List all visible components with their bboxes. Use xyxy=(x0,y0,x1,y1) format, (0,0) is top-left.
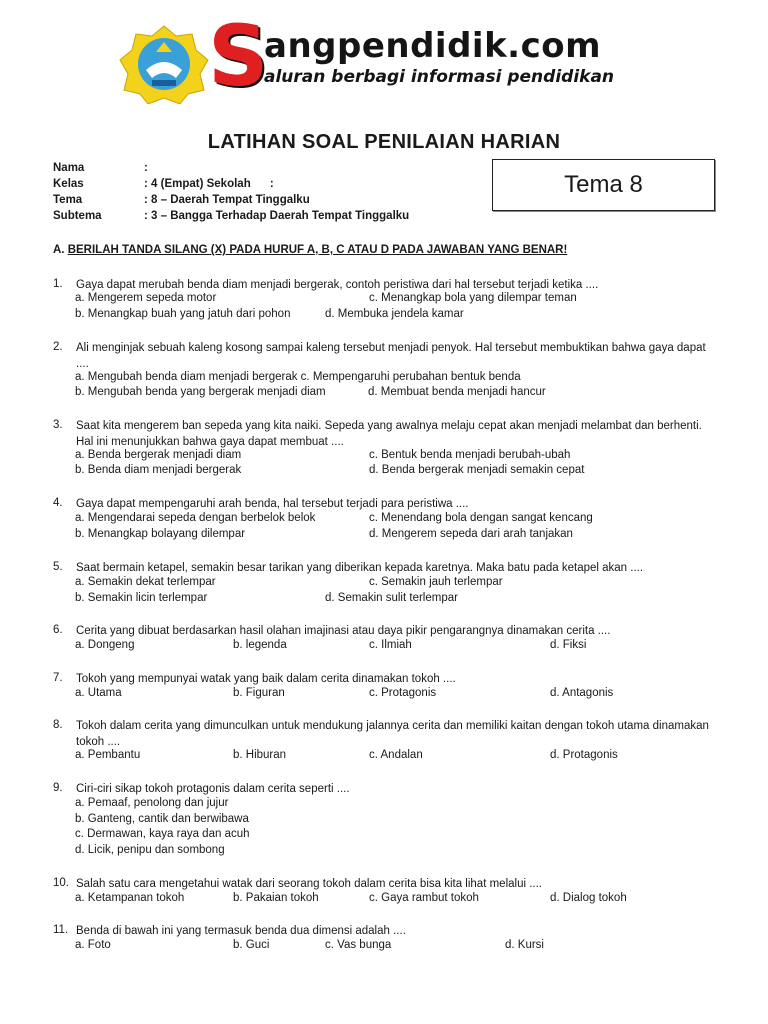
question-9-option-b: b. Ganteng, cantik dan berwibawa xyxy=(75,813,249,825)
header-banner xyxy=(118,7,648,105)
question-9-option-d: d. Licik, penipu dan sombong xyxy=(75,844,225,856)
brand-name: angpendidik.com xyxy=(264,26,602,66)
question-10-option-a: a. Ketampanan tokoh xyxy=(75,892,185,904)
info-label: Subtema xyxy=(53,210,102,222)
theme-box: Tema 8 xyxy=(492,159,715,211)
question-5-option-a: a. Semakin dekat terlempar xyxy=(75,576,216,588)
question-text: Gaya dapat merubah benda diam menjadi bergerak, contoh peristiwa dari hal tersebut terjadi ketika .... xyxy=(76,279,599,291)
page-title: LATIHAN SOAL PENILAIAN HARIAN xyxy=(207,131,561,153)
question-6-option-a: a. Dongeng xyxy=(75,639,135,651)
question-number: 5. xyxy=(53,561,63,573)
section-instruction xyxy=(53,244,567,256)
brand-logo-letter: S xyxy=(208,7,269,105)
question-3-option-b: c. Bentuk benda menjadi berubah-ubah xyxy=(369,449,571,461)
question-text: Ciri-ciri sikap tokoh protagonis dalam cerita seperti .... xyxy=(76,783,350,795)
question-5-option-d: d. Semakin sulit terlempar xyxy=(325,592,458,604)
question-number: 7. xyxy=(53,672,63,684)
question-8-option-c: c. Andalan xyxy=(369,749,423,761)
question-8-option-b: b. Hiburan xyxy=(233,749,287,761)
question-text: Benda di bawah ini yang termasuk benda dua dimensi adalah .... xyxy=(76,925,406,937)
question-number: 9. xyxy=(53,782,63,794)
question-5-option-b: c. Semakin jauh terlempar xyxy=(369,576,503,588)
question-number: 11. xyxy=(53,924,69,936)
question-3-option-a: a. Benda bergerak menjadi diam xyxy=(75,449,242,461)
question-number: 4. xyxy=(53,497,63,509)
question-6-option-d: d. Fiksi xyxy=(550,639,587,651)
question-9-option-c: c. Dermawan, kaya raya dan acuh xyxy=(75,828,250,840)
question-text: Cerita yang dibuat berdasarkan hasil olahan imajinasi atau daya pikir pengarangnya dinamakan cerita .... xyxy=(76,625,611,637)
question-3-option-d: d. Benda bergerak menjadi semakin cepat xyxy=(369,464,585,476)
question-3-option-c: b. Benda diam menjadi bergerak xyxy=(75,464,242,476)
info-value: : xyxy=(144,162,148,174)
question-text: Saat kita mengerem ban sepeda yang kita naiki. Sepeda yang awalnya melaju cepat akan menjadi melambat dan berhenti. Hal ini menunjukkan bahwa gaya dapat membuat .... xyxy=(76,420,702,448)
info-value: : 8 – Daerah Tempat Tinggalku xyxy=(144,194,310,206)
question-7-option-d: d. Antagonis xyxy=(550,687,614,699)
question-4-option-a: a. Mengendarai sepeda dengan berbelok belok xyxy=(75,512,316,524)
question-4-option-c: b. Menangkap bolayang dilempar xyxy=(75,528,246,540)
question-8-option-d: d. Protagonis xyxy=(550,749,618,761)
section-prefix: A. xyxy=(53,244,68,256)
question-10-option-b: b. Pakaian tokoh xyxy=(233,892,319,904)
question-11-option-a: a. Foto xyxy=(75,939,111,951)
question-8-option-a: a. Pembantu xyxy=(75,749,141,761)
question-11-option-c: c. Vas bunga xyxy=(325,939,392,951)
question-2-option-a: a. Mengubah benda diam menjadi bergerak c. Mempengaruhi perubahan bentuk benda xyxy=(75,371,521,383)
info-label: Tema xyxy=(53,194,83,206)
question-7-option-a: a. Utama xyxy=(75,687,122,699)
question-10-option-c: c. Gaya rambut tokoh xyxy=(369,892,479,904)
question-1-option-b: c. Menangkap bola yang dilempar teman xyxy=(369,292,577,304)
question-4-option-d: d. Mengerem sepeda dari arah tanjakan xyxy=(369,528,573,540)
question-text: Salah satu cara mengetahui watak dari seorang tokoh dalam cerita bisa kita lihat melalui .... xyxy=(76,878,543,890)
question-text: Tokoh yang mempunyai watak yang baik dalam cerita dinamakan tokoh .... xyxy=(76,673,456,685)
question-2-option-c: d. Membuat benda menjadi hancur xyxy=(368,386,546,398)
question-1-option-d: d. Membuka jendela kamar xyxy=(325,308,464,320)
question-text: Gaya dapat mempengaruhi arah benda, hal tersebut terjadi para peristiwa .... xyxy=(76,498,469,510)
question-1-option-a: a. Mengerem sepeda motor xyxy=(75,292,217,304)
info-value: : 3 – Bangga Terhadap Daerah Tempat Tinggalku xyxy=(144,210,410,222)
question-text: Saat bermain ketapel, semakin besar tarikan yang diberikan kepada karetnya. Maka batu pada ketapel akan .... xyxy=(76,562,644,574)
instruction-text: BERILAH TANDA SILANG (X) PADA HURUF A, B, C ATAU D PADA JAWABAN YANG BENAR! xyxy=(67,244,568,256)
question-1-option-c: b. Menangkap buah yang jatuh dari pohon xyxy=(75,308,291,320)
info-value: : 4 (Empat) Sekolah : xyxy=(144,178,274,190)
question-2-option-b: b. Mengubah benda yang bergerak menjadi diam xyxy=(75,386,326,398)
info-label: Kelas xyxy=(53,178,84,190)
info-label: Nama xyxy=(53,162,85,174)
question-11-option-b: b. Guci xyxy=(233,939,270,951)
tut-wuri-handayani-emblem-icon xyxy=(118,24,210,104)
question-5-option-c: b. Semakin licin terlempar xyxy=(75,592,208,604)
question-7-option-b: b. Figuran xyxy=(233,687,285,699)
question-6-option-b: b. legenda xyxy=(233,639,287,651)
question-4-option-b: c. Menendang bola dengan sangat kencang xyxy=(369,512,593,524)
question-6-option-c: c. Ilmiah xyxy=(369,639,412,651)
question-11-option-d: d. Kursi xyxy=(505,939,544,951)
question-number: 6. xyxy=(53,624,63,636)
question-number: 2. xyxy=(53,341,63,353)
question-number: 8. xyxy=(53,719,63,731)
question-7-option-c: c. Protagonis xyxy=(369,687,437,699)
question-text: Ali menginjak sebuah kaleng kosong sampai kaleng tersebut menjadi penyok. Hal tersebut membuktikan bahwa gaya dapat .... xyxy=(76,342,706,370)
question-text: Tokoh dalam cerita yang dimunculkan untuk mendukung jalannya cerita dan memiliki kaitan dengan tokoh utama dinamakan tokoh .... xyxy=(76,720,709,748)
question-number: 1. xyxy=(53,278,63,290)
question-number: 3. xyxy=(53,419,63,431)
brand-tagline: aluran berbagi informasi pendidikan xyxy=(264,67,615,87)
question-number: 10. xyxy=(53,877,69,889)
question-10-option-d: d. Dialog tokoh xyxy=(550,892,627,904)
question-9-option-a: a. Pemaaf, penolong dan jujur xyxy=(75,797,229,809)
